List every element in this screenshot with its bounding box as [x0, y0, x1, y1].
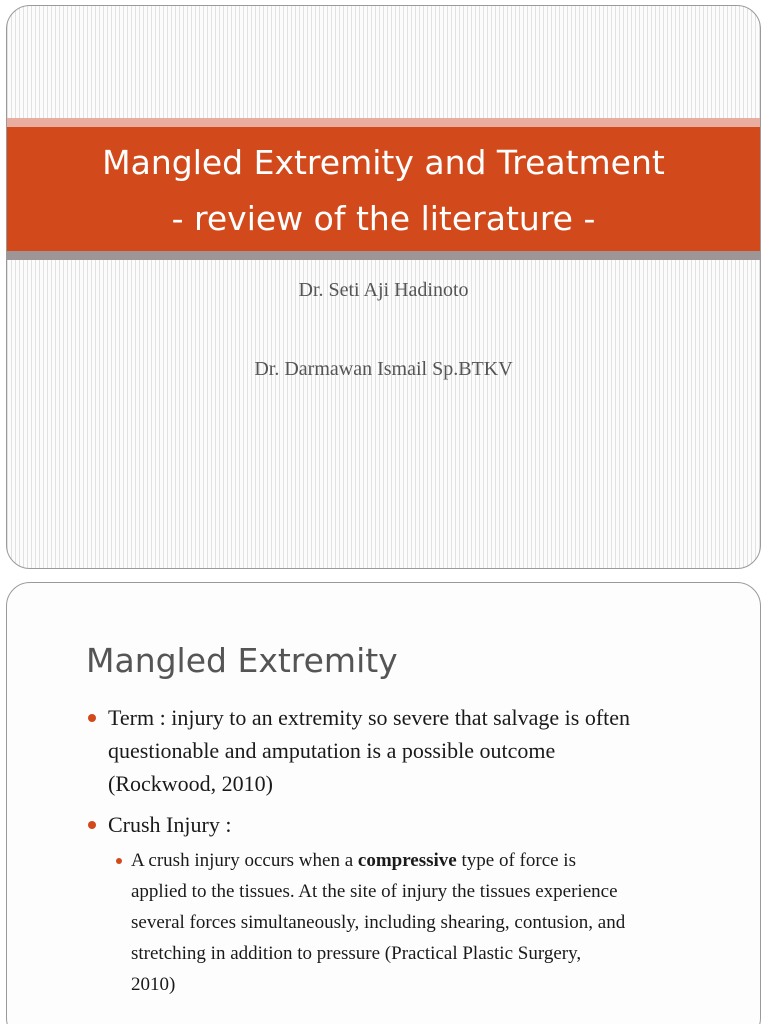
title-top-band [7, 118, 760, 127]
content-slide [6, 582, 761, 1024]
bullet-term-line-3: (Rockwood, 2010) [108, 771, 273, 796]
author-1: Dr. Seti Aji Hadinoto [298, 279, 469, 301]
bullet-term-line-2: questionable and amputation is a possible outcome [108, 738, 556, 763]
sub-bullet-dot-icon [116, 858, 122, 864]
sub-bullet-line-1 [131, 845, 731, 876]
slide-title-line-1: Mangled Extremity and Treatment [102, 143, 665, 182]
sub-bullet-line-3: several forces simultaneously, including shearing, contusion, and [131, 912, 626, 933]
sub-bullet-line-4: stretching in addition to pressure (Practical Plastic Surgery, [131, 943, 582, 964]
bullet-crush-injury [108, 808, 231, 841]
slide-title-line-2: - review of the literature - [171, 199, 596, 238]
bullet-dot-icon [88, 714, 96, 722]
bullet-term-line-1: Term : injury to an extremity so severe that salvage is often [108, 705, 631, 730]
title-band [7, 127, 760, 251]
sub-bullet-line-1-before: A crush injury occurs when a [131, 850, 358, 871]
title-slide [6, 5, 761, 569]
slide-heading: Mangled Extremity [86, 641, 398, 680]
bullet-crush-injury-text: Crush Injury : [108, 812, 232, 837]
author-2: Dr. Darmawan Ismail Sp.BTKV [254, 358, 513, 380]
title-bottom-band [7, 251, 760, 260]
bullet-term [108, 701, 630, 800]
sub-bullet-line-5: 2010) [131, 974, 176, 995]
sub-bullet-bold-word: compressive [357, 850, 457, 871]
sub-bullet-crush-definition [131, 845, 731, 1000]
bullet-dot-icon [88, 821, 96, 829]
sub-bullet-line-2: applied to the tissues. At the site of injury the tissues experience [131, 881, 618, 902]
sub-bullet-line-1-after: type of force is [456, 850, 576, 871]
